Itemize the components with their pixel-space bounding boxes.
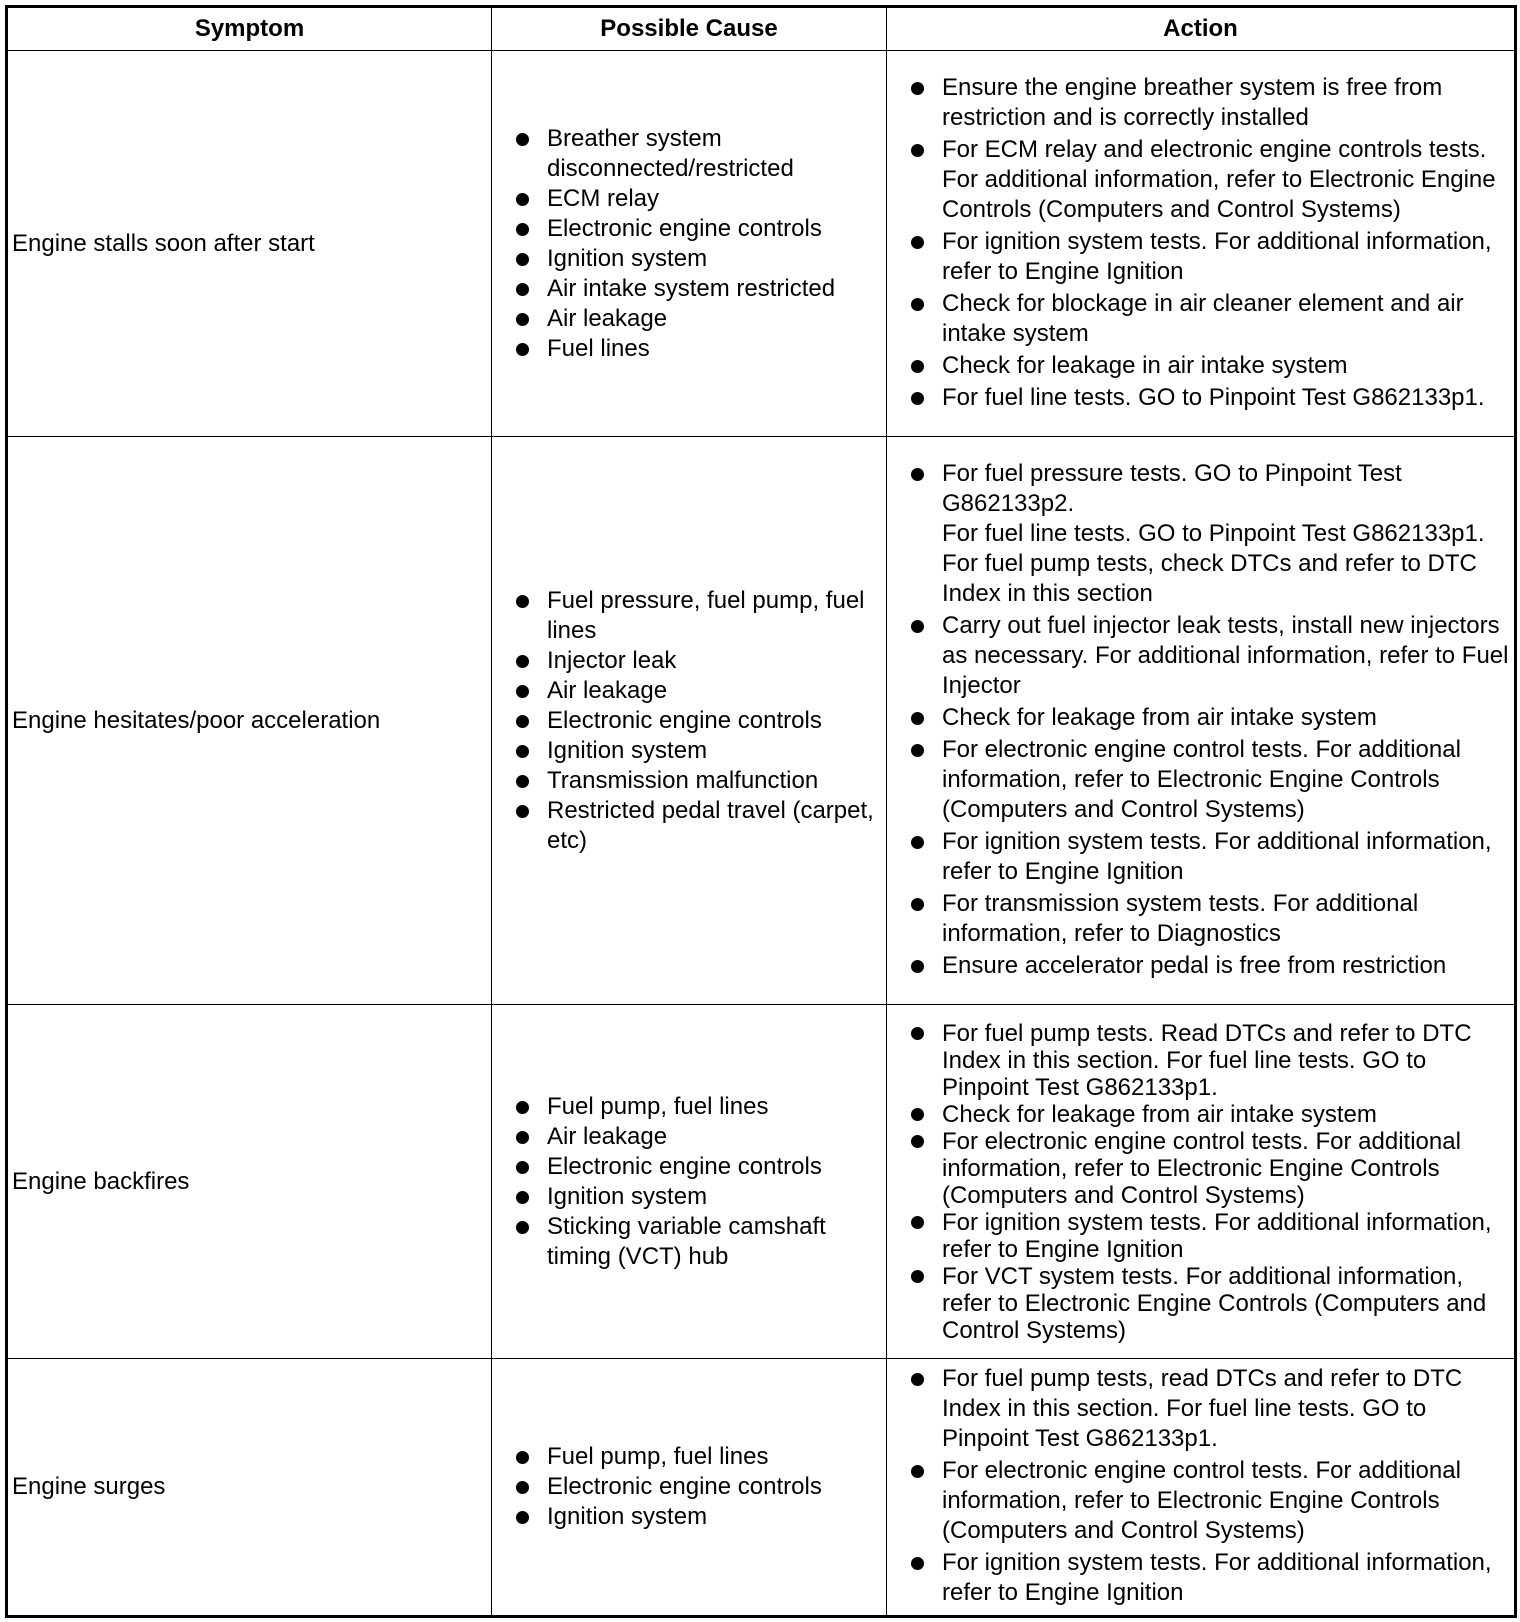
cause-cell [492, 1359, 887, 1617]
action-item: For ignition system tests. For additional information, refer to Engine Ignition [887, 1548, 1510, 1608]
cause-item: Sticking variable camshaft timing (VCT) hub [492, 1212, 884, 1272]
cause-list [492, 1440, 886, 1534]
cause-item: Transmission malfunction [492, 766, 884, 796]
action-item: For fuel pump tests. Read DTCs and refer to DTC Index in this section. For fuel line tests. GO to Pinpoint Test G862133p1. [887, 1020, 1510, 1101]
action-item: For ignition system tests. For additional information, refer to Engine Ignition [887, 1209, 1510, 1263]
symptom-header: Symptom [7, 7, 492, 51]
cause-item: Fuel lines [492, 334, 884, 364]
action-item: For ignition system tests. For additional information, refer to Engine Ignition [887, 227, 1510, 287]
cause-item: Breather system disconnected/restricted [492, 124, 884, 184]
action-item: For electronic engine control tests. For additional information, refer to Electronic Engine Controls (Computers and Control Systems) [887, 1128, 1510, 1209]
action-cell [887, 437, 1516, 1005]
table-row [7, 51, 1516, 437]
symptom-chart-table [5, 5, 1517, 1618]
cause-cell [492, 51, 887, 437]
table-row [7, 437, 1516, 1005]
action-item: For ECM relay and electronic engine controls tests. For additional information, refer to Electronic Engine Controls (Computers and Control Systems) [887, 135, 1510, 225]
cause-item: Air intake system restricted [492, 274, 884, 304]
action-item: Check for blockage in air cleaner element and air intake system [887, 289, 1510, 349]
action-item: For electronic engine control tests. For additional information, refer to Electronic Engine Controls (Computers and Control Systems) [887, 735, 1510, 825]
action-item: For transmission system tests. For additional information, refer to Diagnostics [887, 889, 1510, 949]
cause-item: Ignition system [492, 736, 884, 766]
action-item: For fuel line tests. GO to Pinpoint Test G862133p1. [887, 383, 1510, 413]
cause-cell [492, 1005, 887, 1359]
action-subline: For fuel pressure tests. GO to Pinpoint Test G862133p2. [942, 459, 1402, 517]
action-item: For fuel pump tests, read DTCs and refer to DTC Index in this section. For fuel line tests. GO to Pinpoint Test G862133p1. [887, 1364, 1510, 1454]
cause-item: Ignition system [492, 244, 884, 274]
action-item [887, 459, 1510, 609]
cause-item: Electronic engine controls [492, 706, 884, 736]
cause-item: Air leakage [492, 304, 884, 334]
action-item: Ensure the engine breather system is free from restriction and is correctly installed [887, 73, 1510, 133]
cause-list [492, 122, 886, 366]
cause-item: Fuel pressure, fuel pump, fuel lines [492, 586, 884, 646]
cause-list [492, 584, 886, 858]
symptom-cell: Engine hesitates/poor acceleration [7, 437, 492, 1005]
action-subline: For fuel line tests. GO to Pinpoint Test G862133p1. [942, 519, 1485, 547]
symptom-cell: Engine stalls soon after start [7, 51, 492, 437]
cause-item: ECM relay [492, 184, 884, 214]
cause-item: Electronic engine controls [492, 214, 884, 244]
action-item: For ignition system tests. For additional information, refer to Engine Ignition [887, 827, 1510, 887]
action-cell [887, 1359, 1516, 1617]
diagnosis-table-container [5, 5, 1514, 1618]
cause-item: Fuel pump, fuel lines [492, 1092, 884, 1122]
action-list [887, 69, 1514, 419]
action-item: For VCT system tests. For additional information, refer to Electronic Engine Controls (Computers and Control Systems) [887, 1263, 1510, 1344]
action-list [887, 1016, 1514, 1348]
action-cell [887, 1005, 1516, 1359]
cause-item: Air leakage [492, 676, 884, 706]
header-row [7, 7, 1516, 51]
action-subline: For fuel pump tests, check DTCs and refer to DTC Index in this section [942, 549, 1477, 607]
action-item: Check for leakage from air intake system [887, 703, 1510, 733]
action-header: Action [887, 7, 1516, 51]
cause-item: Fuel pump, fuel lines [492, 1442, 884, 1472]
action-item: For electronic engine control tests. For additional information, refer to Electronic Engine Controls (Computers and Control Systems) [887, 1456, 1510, 1546]
action-item: Carry out fuel injector leak tests, install new injectors as necessary. For additional information, refer to Fuel Injector [887, 611, 1510, 701]
cause-item: Air leakage [492, 1122, 884, 1152]
cause-item: Ignition system [492, 1502, 884, 1532]
symptom-cell: Engine backfires [7, 1005, 492, 1359]
cause-item: Electronic engine controls [492, 1152, 884, 1182]
cause-list [492, 1090, 886, 1274]
cause-item: Electronic engine controls [492, 1472, 884, 1502]
cause-item: Ignition system [492, 1182, 884, 1212]
action-item: Check for leakage from air intake system [887, 1101, 1510, 1128]
cause-cell [492, 437, 887, 1005]
cause-item: Injector leak [492, 646, 884, 676]
symptom-cell: Engine surges [7, 1359, 492, 1617]
action-item: Ensure accelerator pedal is free from restriction [887, 951, 1510, 981]
action-list [887, 1360, 1514, 1614]
cause-item: Restricted pedal travel (carpet, etc) [492, 796, 884, 856]
action-cell [887, 51, 1516, 437]
possible-cause-header: Possible Cause [492, 7, 887, 51]
table-row [7, 1359, 1516, 1617]
table-row [7, 1005, 1516, 1359]
action-item: Check for leakage in air intake system [887, 351, 1510, 381]
action-list [887, 455, 1514, 987]
